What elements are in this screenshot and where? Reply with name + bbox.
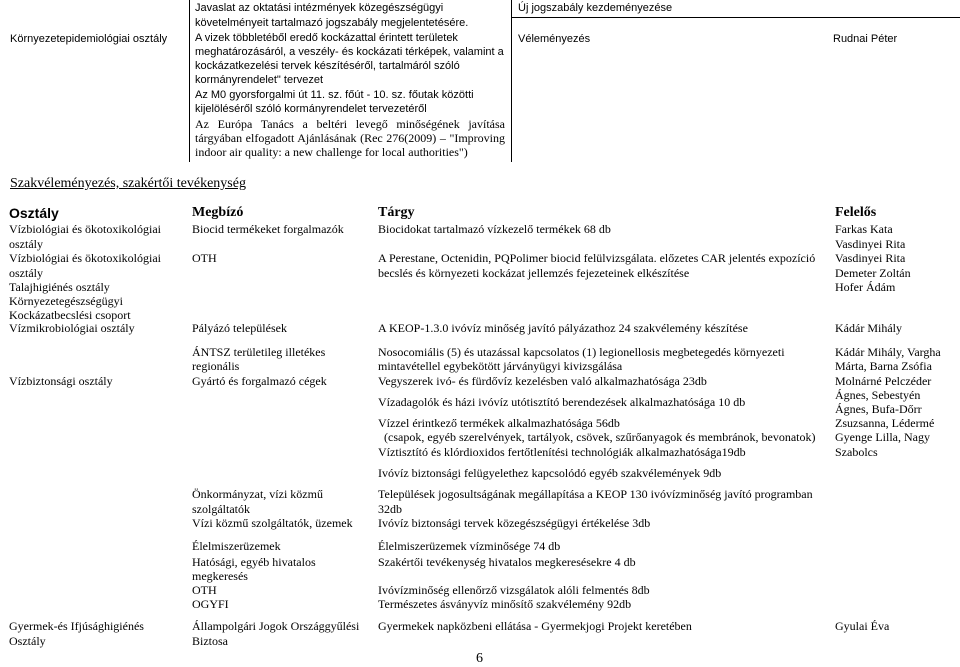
row-responsible: Márta, Barna Zsófia (835, 359, 932, 373)
top-table-subject-line: Javaslat az oktatási intézmények közegészségügyi (195, 2, 444, 14)
top-table-subject-line: kormányrendelet" tervezet (195, 74, 324, 86)
row-responsible: Vasdinyei Rita (835, 237, 906, 251)
section-title: Szakvéleményezés, szakértői tevékenység (10, 176, 246, 191)
column-header-felelos: Felelős (835, 205, 877, 220)
row-client: Élelmiszerüzemek (192, 539, 281, 553)
row-subject: Víztisztító és klórdioxidos fertőtlenítési technológiák alkalmazhatósága19db (378, 445, 746, 459)
top-table-subject-line: követelményeit tartalmazó jogszabály megjelentetésére. (195, 17, 469, 29)
row-responsible: Ágnes, Bufa-Dőrr (835, 402, 922, 416)
top-table-responsible: Rudnai Péter (833, 33, 898, 45)
page-number: 6 (476, 651, 483, 666)
row-responsible: Ágnes, Sebestyén (835, 388, 921, 402)
row-responsible: Farkas Kata (835, 222, 893, 236)
row-client: Állampolgári Jogok Országgyűlési (192, 619, 360, 633)
row-subject: 32db (378, 502, 402, 516)
top-table-subject-line: A vizek többletéből eredő kockázattal érintett területek (195, 32, 458, 44)
row-subject: Ivóvízminőség ellenőrző vizsgálatok alóli felmentés 8db (378, 583, 650, 597)
row-subject: A Perestane, Octenidin, PQPolimer biocid felülvizsgálata. előzetes CAR jelentés expozíció (378, 251, 816, 265)
row-subject: Vízadagolók és házi ivóvíz utótisztító berendezések alkalmazhatósága 10 db (378, 395, 746, 409)
top-table-subject-line: Az M0 gyorsforgalmi út 11. sz. főút - 10. sz. főutak közötti (195, 89, 474, 101)
row-department: Talajhigiénés osztály (9, 280, 110, 294)
row-responsible: Kádár Mihály, Vargha (835, 345, 941, 359)
column-header-osztaly: Osztály (9, 205, 59, 221)
top-table-subject-line: Az Európa Tanács a beltéri levegő minőségének javítása (195, 117, 505, 131)
row-subject: Gyermekek napközbeni ellátása - Gyermekjogi Projekt keretében (378, 619, 692, 633)
row-subject: Biocidokat tartalmazó vízkezelő termékek 68 db (378, 222, 611, 236)
top-table-subject-line: meghatározásáról, a veszély- és kockázati térképek, valamint a (195, 46, 504, 58)
row-responsible: Szabolcs (835, 445, 878, 459)
row-client: Vízi közmű szolgáltatók, üzemek (192, 516, 353, 530)
top-table-action: Új jogszabály kezdeményezése (518, 2, 673, 14)
row-department: Kockázatbecslési csoport (9, 308, 131, 322)
row-department: Vízbiológiai és ökotoxikológiai (9, 251, 161, 265)
row-responsible: Demeter Zoltán (835, 266, 911, 280)
row-department: Vízbiztonsági osztály (9, 374, 113, 388)
row-subject: Nosocomiális (5) és utazással kapcsolatos (1) legionellosis megbetegedés környezeti (378, 345, 785, 359)
row-client: Biztosa (192, 634, 228, 648)
row-department: Osztály (9, 634, 46, 648)
row-responsible: Hofer Ádám (835, 280, 896, 294)
row-responsible: Kádár Mihály (835, 321, 902, 335)
top-table-action: Véleményezés (518, 33, 591, 45)
row-responsible: Molnárné Pelczéder (835, 374, 932, 388)
row-department: Gyermek-és Ifjúsághigiénés (9, 619, 144, 633)
row-responsible: Gyenge Lilla, Nagy (835, 430, 930, 444)
row-department: osztály (9, 237, 43, 251)
row-subject: mintavétellel egybekötött járványügyi kivizsgálása (378, 359, 623, 373)
top-table-divider (189, 0, 190, 162)
row-client: szolgáltatók (192, 502, 250, 516)
top-table-row-divider (511, 17, 960, 18)
top-table-subject-line: indoor air quality: a new challenge for local authorities") (195, 145, 468, 159)
row-subject: becslés és környezeti kockázat jellemzés fejezeteinek elkészítése (378, 266, 690, 280)
row-client: regionális (192, 359, 240, 373)
top-table-subject-line: kockázatkezelési tervek készítéséről, tartalmáról szóló (195, 60, 460, 72)
row-client: ÁNTSZ területileg illetékes (192, 345, 326, 359)
column-header-megbizo: Megbízó (192, 205, 244, 220)
row-client: Hatósági, egyéb hivatalos (192, 555, 316, 569)
row-client: Biocid termékeket forgalmazók (192, 222, 344, 236)
row-responsible: Zsuzsanna, Lédermé (835, 416, 935, 430)
row-department: Vízmikrobiológiai osztály (9, 321, 135, 335)
top-table-subject-line: kijelöléséről szóló kormányrendelet tervezetéről (195, 103, 427, 115)
top-table-department: Környezetepidemiológiai osztály (10, 33, 168, 45)
row-subject: Települések jogosultságának megállapítása a KEOP 130 ivóvízminőség javító programban (378, 487, 813, 501)
row-client: OTH (192, 583, 217, 597)
top-table-subject-line: tárgyában elfogadott Ajánlásának (Rec 276(2009) – "Improving (195, 131, 505, 145)
top-table-divider (511, 0, 512, 162)
row-subject: Ivóvíz biztonsági tervek közegészségügyi értékelése 3db (378, 516, 651, 530)
row-department: Vízbiológiai és ökotoxikológiai (9, 222, 161, 236)
column-header-targy: Tárgy (378, 205, 415, 220)
row-client: megkeresés (192, 569, 248, 583)
row-subject: (csapok, egyéb szerelvények, tartályok, csövek, szűrőanyagok és membránok, bevonatok) (384, 430, 816, 444)
row-subject: Vízzel érintkező termékek alkalmazhatósága 56db (378, 416, 620, 430)
row-subject: Természetes ásványvíz minősítő szakvélemény 92db (378, 597, 632, 611)
row-responsible: Gyulai Éva (835, 619, 890, 633)
row-client: OTH (192, 251, 217, 265)
row-responsible: Vasdinyei Rita (835, 251, 906, 265)
row-client: Pályázó települések (192, 321, 287, 335)
row-subject: Élelmiszerüzemek vízminősége 74 db (378, 539, 561, 553)
row-subject: Szakértői tevékenység hivatalos megkeresésekre 4 db (378, 555, 636, 569)
row-subject: A KEOP-1.3.0 ivóvíz minőség javító pályázathoz 24 szakvélemény készítése (378, 321, 748, 335)
row-subject: Vegyszerek ivó- és fürdővíz kezelésben való alkalmazhatósága 23db (378, 374, 707, 388)
row-subject: Ivóvíz biztonsági felügyelethez kapcsolódó egyéb szakvélemények 9db (378, 466, 722, 480)
row-department: osztály (9, 266, 43, 280)
row-department: Környezetegészségügyi (9, 294, 123, 308)
row-client: Önkormányzat, vízi közmű (192, 487, 323, 501)
row-client: OGYFI (192, 597, 229, 611)
row-client: Gyártó és forgalmazó cégek (192, 374, 327, 388)
